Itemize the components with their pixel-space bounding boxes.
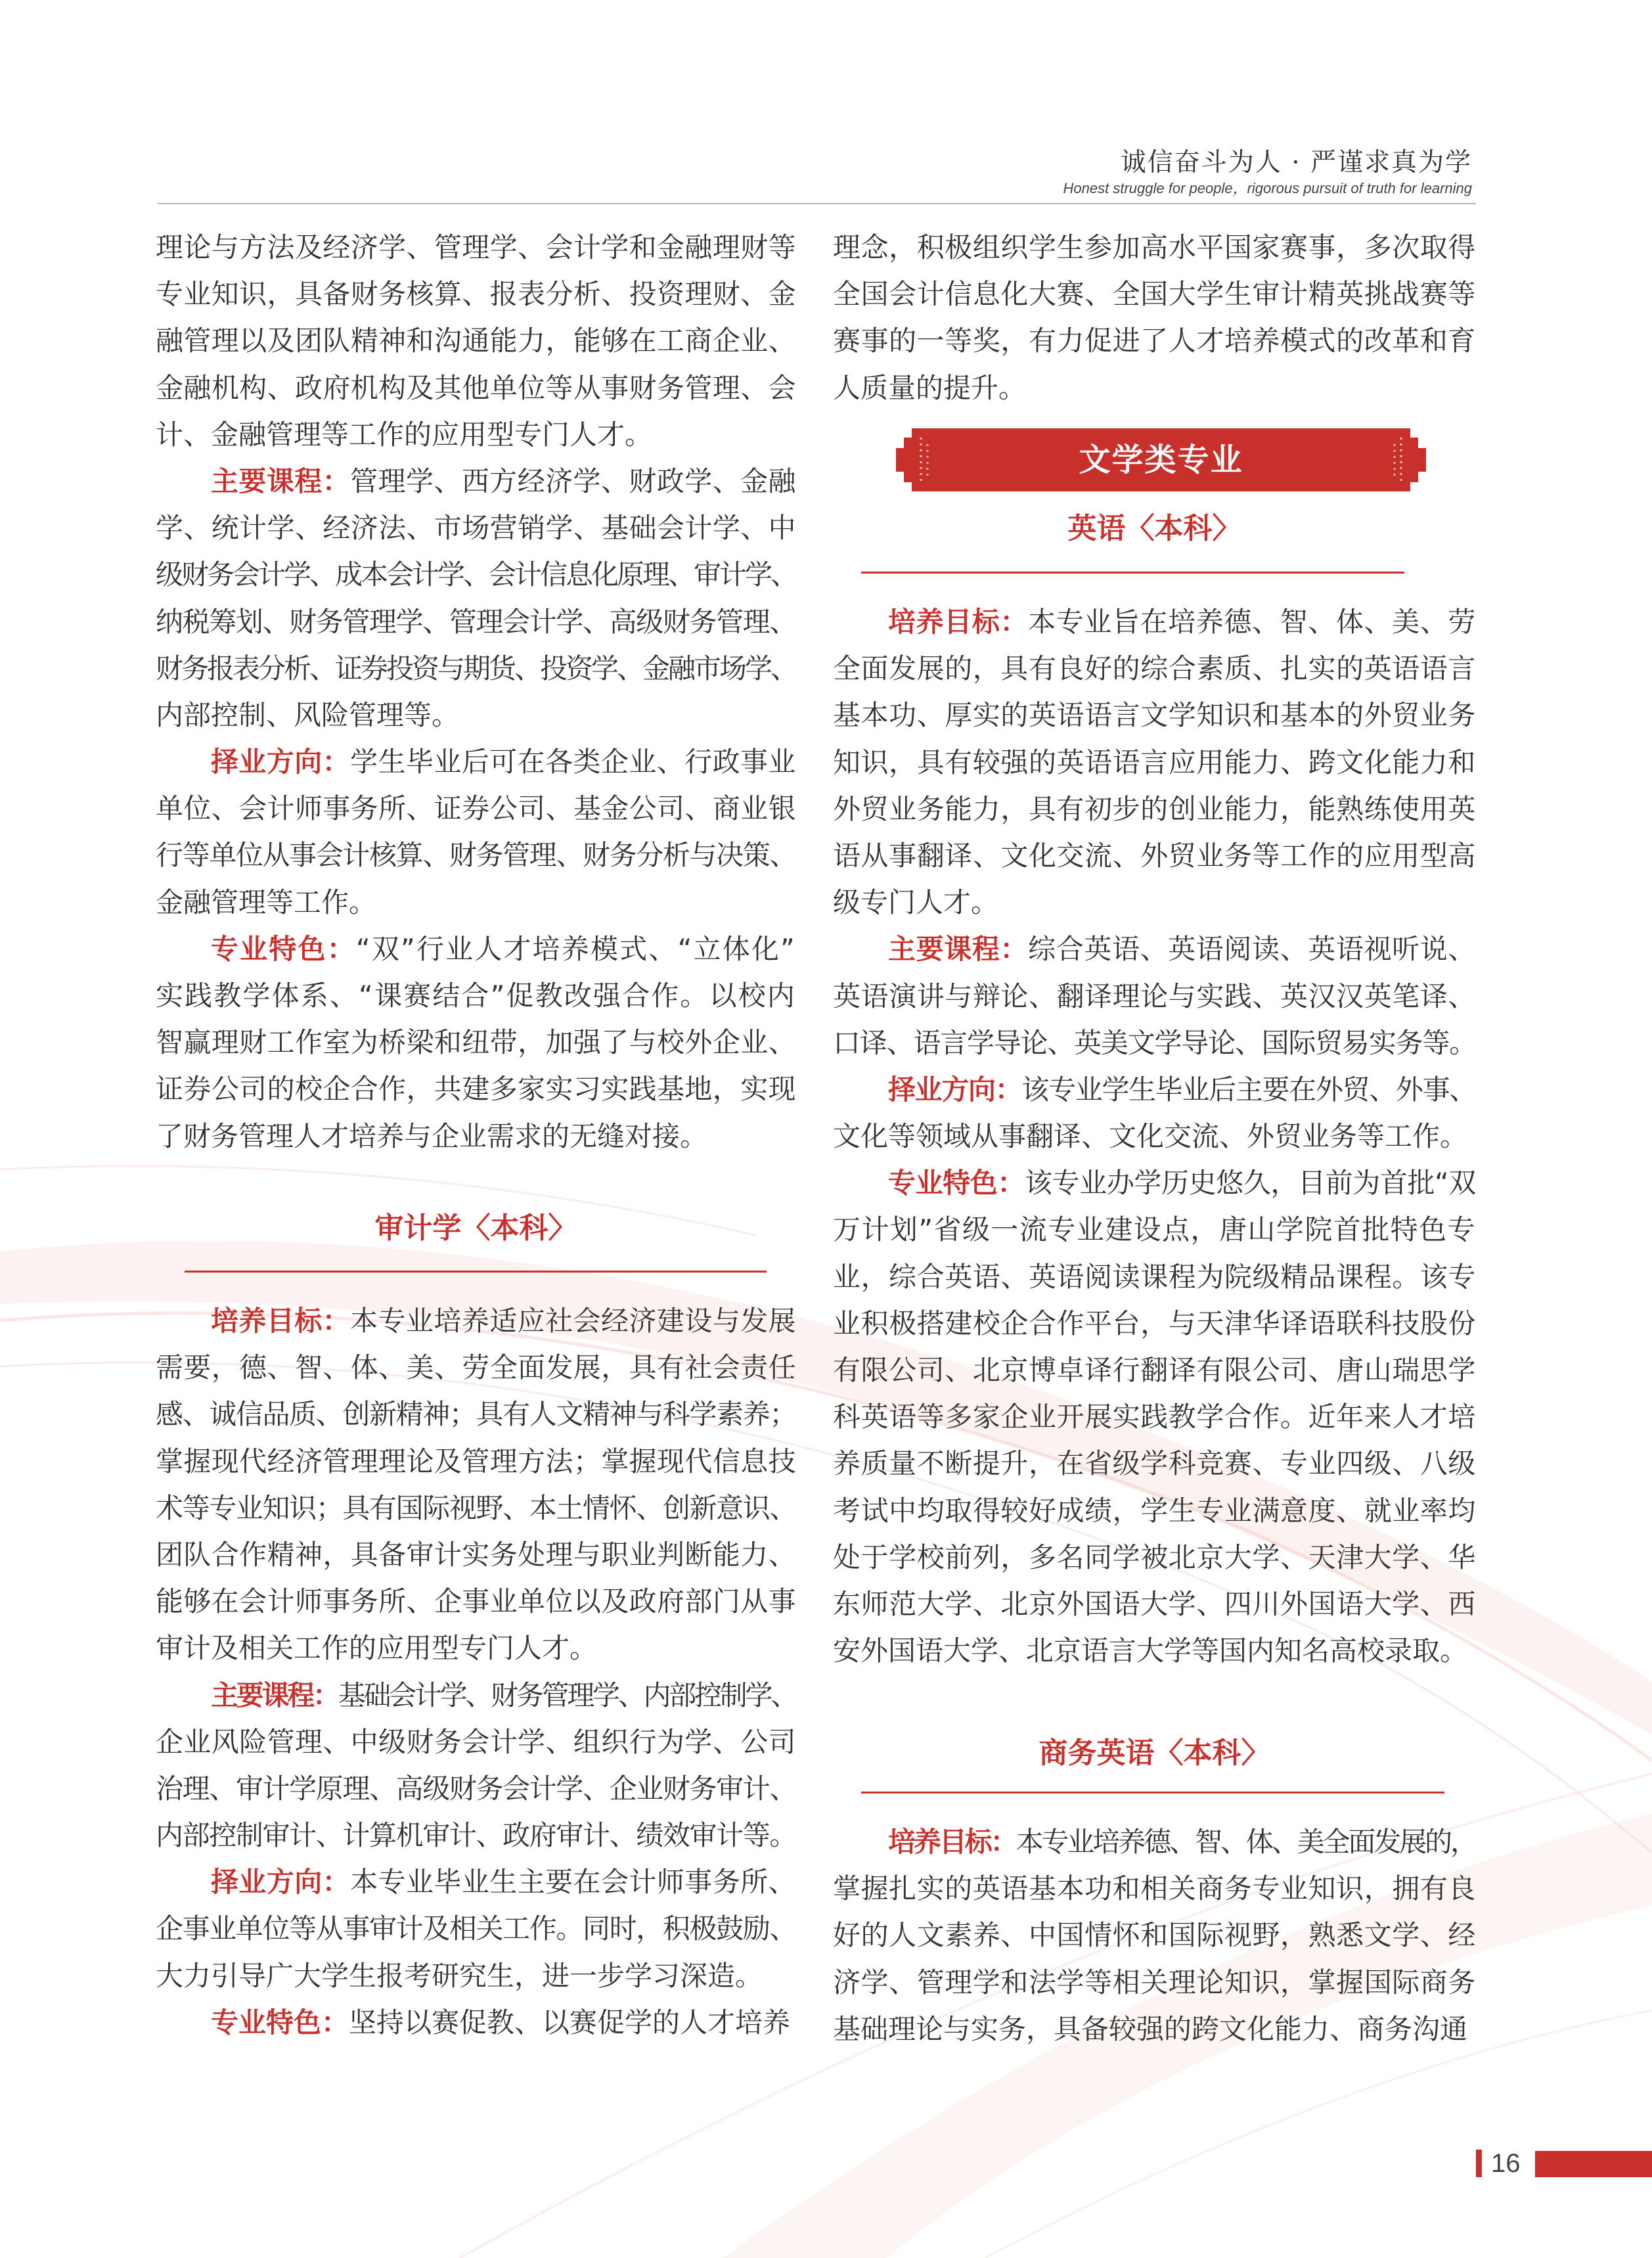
paragraph-label: 专业特色： <box>888 1167 1025 1200</box>
line-text: 术等专业知识；具有国际视野、本土情怀、创新意识、 <box>156 1491 796 1524</box>
line-text: 文化等领域从事翻译、文化交流、外贸业务等工作。 <box>833 1120 1468 1153</box>
body-text-line <box>156 1066 796 1112</box>
line-text: 掌握现代经济管理理论及管理方法；掌握现代信息技 <box>156 1445 796 1478</box>
paragraph <box>833 1160 1476 1674</box>
paragraph <box>833 1818 1476 2052</box>
body-text-line <box>833 1440 1476 1487</box>
line-text: 人质量的提升。 <box>833 371 1027 404</box>
line-text: 英语演讲与辩论、翻译理论与实践、英汉汉英笔译、 <box>833 980 1476 1012</box>
body-text-line <box>156 738 796 785</box>
body-text-line <box>156 1859 796 1905</box>
line-text: 业，综合英语、英语阅读课程为院级精品课程。该专 <box>833 1260 1476 1293</box>
business-english-major-text <box>833 1818 1476 2052</box>
line-text: 基础会计学、财务管理学、内部控制学、 <box>338 1679 796 1711</box>
line-text: 坚持以赛促教、以赛促学的人才培养 <box>349 2006 791 2039</box>
line-text: 理论与方法及经济学、管理学、会计学和金融理财等 <box>156 231 796 263</box>
line-text: 本专业毕业生主要在会计师事务所、 <box>350 1866 796 1899</box>
page-number-marker <box>1476 2150 1482 2177</box>
body-text-line <box>156 598 796 645</box>
line-text: 全国会计信息化大赛、全国大学生审计精英挑战赛等 <box>833 278 1476 311</box>
body-text-line <box>156 926 796 972</box>
english-major-text <box>833 598 1476 1674</box>
line-text: 东师范大学、北京外国语大学、四川外国语大学、西 <box>833 1587 1476 1620</box>
body-text-line <box>833 1487 1476 1534</box>
body-text-line <box>156 458 796 505</box>
body-text-line <box>833 1959 1476 2006</box>
paragraph <box>156 926 796 1160</box>
paragraph <box>156 1672 796 1859</box>
body-text-line <box>156 365 796 411</box>
body-text-line <box>833 645 1476 692</box>
section-heading-underline <box>861 1792 1444 1794</box>
paragraph <box>156 1298 796 1672</box>
line-text: 智赢理财工作室为桥梁和纽带，加强了与校外企业、 <box>156 1026 796 1059</box>
line-text: 企业风险管理、中级财务会计学、组织行为学、公司 <box>156 1725 796 1758</box>
body-text-line <box>833 786 1476 832</box>
body-text-line <box>156 1625 796 1671</box>
body-text-line <box>156 1765 796 1812</box>
header-slogan-english: Honest struggle for people，rigorous pursuit of truth for learning <box>1063 180 1472 196</box>
line-text: 养质量不断提升，在省级学科竞赛、专业四级、八级 <box>833 1447 1476 1480</box>
paragraph <box>156 224 796 458</box>
paragraph <box>833 1066 1476 1160</box>
body-text-line <box>156 785 796 832</box>
line-text: 金融机构、政府机构及其他单位等从事财务管理、会 <box>156 371 796 404</box>
line-text: 大力引导广大学生报考研究生，进一步学习深造。 <box>156 1959 763 1992</box>
body-text-line <box>833 1347 1476 1393</box>
body-text-line <box>833 879 1476 926</box>
body-text-line <box>833 365 1476 411</box>
paragraph-label: 专业特色： <box>211 2006 349 2039</box>
line-text: 综合英语、英语阅读、英语视听说、 <box>1028 933 1476 966</box>
paragraph-label: 培养目标： <box>211 1305 351 1337</box>
body-text-line <box>156 1113 796 1160</box>
audit-major-text <box>156 1298 796 2046</box>
body-text-line <box>833 1020 1476 1066</box>
section-heading-underline <box>861 572 1404 574</box>
body-text-line <box>156 645 796 692</box>
body-text-line <box>833 317 1476 364</box>
line-text: 考试中均取得较好成绩，学生专业满意度、就业率均 <box>833 1494 1476 1527</box>
section-heading-business-english: 商务英语〈本科〉 <box>1038 1736 1270 1770</box>
line-text: 基础理论与实务，具备较强的跨文化能力、商务沟通 <box>833 2012 1468 2045</box>
line-text: 专业知识，具备财务核算、报表分析、投资理财、金 <box>156 278 796 311</box>
line-text: 科英语等多家企业开展实践教学合作。近年来人才培 <box>833 1401 1476 1434</box>
body-text-line <box>156 1905 796 1952</box>
category-banner-title: 文学类专业 <box>1079 441 1243 478</box>
body-text-line <box>833 271 1476 317</box>
line-text: 需要，德、智、体、美、劳全面发展，具有社会责任 <box>156 1351 796 1384</box>
body-text-line <box>156 1344 796 1391</box>
paragraph <box>156 1859 796 1999</box>
page-number: 16 <box>1491 2149 1521 2178</box>
body-text-line <box>833 1066 1476 1113</box>
line-text: 证券公司的校企合作，共建多家实习实践基地，实现 <box>156 1073 796 1106</box>
body-text-line <box>156 224 796 271</box>
body-text-line <box>833 1253 1476 1300</box>
line-text: 本专业培养德、智、体、美全面发展的， <box>1016 1826 1476 1858</box>
line-text: 业积极搭建校企合作平台，与天津华译语联科技股份 <box>833 1307 1476 1340</box>
line-text: 审计及相关工作的应用型专门人才。 <box>156 1632 598 1665</box>
body-text-line <box>156 1578 796 1625</box>
line-text: 好的人文素养、中国情怀和国际视野，熟悉文学、经 <box>833 1919 1476 1952</box>
line-text: 处于学校前列，多名同学被北京大学、天津大学、华 <box>833 1541 1476 1573</box>
line-text: 感、诚信品质、创新精神；具有人文精神与科学素养； <box>156 1398 796 1431</box>
body-text-line <box>833 973 1476 1020</box>
paragraph <box>156 458 796 738</box>
body-text-line <box>833 1393 1476 1440</box>
paragraph-label: 主要课程： <box>888 933 1029 966</box>
body-text-line <box>156 1719 796 1765</box>
paragraph-label: 培养目标： <box>888 606 1029 638</box>
line-text: 语从事翻译、文化交流、外贸业务等工作的应用型高 <box>833 839 1476 872</box>
body-text-line <box>156 1531 796 1578</box>
line-text: 知识，具有较强的英语语言应用能力、跨文化能力和 <box>833 746 1476 779</box>
line-text: 企事业单位等从事审计及相关工作。同时，积极鼓励、 <box>156 1912 796 1945</box>
body-text-line <box>156 551 796 598</box>
body-text-line <box>156 1999 796 2046</box>
body-text-line <box>833 1160 1476 1206</box>
line-text: 学、统计学、经济法、市场营销学、基础会计学、中 <box>156 512 796 545</box>
footer-accent-bar <box>1535 2151 1652 2177</box>
line-text: 金融管理等工作。 <box>156 886 377 918</box>
line-text: 能够在会计师事务所、企事业单位以及政府部门从事 <box>156 1585 796 1618</box>
line-text: 纳税筹划、财务管理学、管理会计学、高级财务管理、 <box>156 605 796 638</box>
line-text: 了财务管理人才培养与企业需求的无缝对接。 <box>156 1119 708 1152</box>
line-text: 口译、语言学导论、英美文学导论、国际贸易实务等。 <box>833 1026 1476 1059</box>
body-text-line <box>156 832 796 878</box>
line-text: 单位、会计师事务所、证券公司、基金公司、商业银 <box>156 792 796 825</box>
line-text: 级专门人才。 <box>833 886 999 919</box>
header-divider <box>158 203 1476 204</box>
paragraph-label: 主要课程： <box>211 464 351 497</box>
section-heading-audit: 审计学〈本科〉 <box>374 1211 577 1245</box>
header-slogan: 诚信奋斗为人 · 严谨求真为学 <box>1120 148 1472 177</box>
body-text-line <box>156 411 796 458</box>
paragraph-label: 培养目标： <box>888 1826 1016 1858</box>
line-text: 理念，积极组织学生参加高水平国家赛事，多次取得 <box>833 231 1476 263</box>
body-text-line <box>156 1019 796 1066</box>
body-text-line <box>833 739 1476 786</box>
line-text: 赛事的一等奖，有力促进了人才培养模式的改革和育 <box>833 325 1476 357</box>
body-text-line <box>833 1300 1476 1347</box>
body-text-line <box>833 1581 1476 1627</box>
line-text: 济学、管理学和法学等相关理论知识，掌握国际商务 <box>833 1966 1476 1998</box>
body-text-line <box>156 1298 796 1344</box>
paragraph-label: 择业方向： <box>211 1866 351 1899</box>
line-text: 安外国语大学、北京语言大学等国内知名高校录取。 <box>833 1635 1468 1667</box>
category-banner <box>896 428 1426 491</box>
body-text-line <box>833 1912 1476 1958</box>
line-text: 掌握扎实的英语基本功和相关商务专业知识，拥有良 <box>833 1872 1476 1905</box>
body-text-line <box>156 1672 796 1719</box>
line-text: 该专业办学历史悠久，目前为首批“双 <box>1025 1167 1476 1200</box>
line-text: 基本功、厚实的英语语言文学知识和基本的外贸业务 <box>833 699 1476 732</box>
body-text-line <box>833 1865 1476 1912</box>
body-text-line <box>833 1818 1476 1865</box>
body-text-line <box>833 832 1476 879</box>
paragraph <box>833 598 1476 926</box>
line-text: 万计划”省级一流专业建设点，唐山学院首批特色专 <box>833 1213 1476 1246</box>
line-text: 级财务会计学、成本会计学、会计信息化原理、审计学、 <box>156 558 796 591</box>
body-text-line <box>156 317 796 364</box>
body-text-line <box>156 1438 796 1485</box>
section-heading-english: 英语〈本科〉 <box>1067 512 1241 545</box>
body-text-line <box>156 505 796 551</box>
line-text: 行等单位从事会计核算、财务管理、财务分析与决策、 <box>156 839 796 872</box>
paragraph <box>156 1999 796 2046</box>
line-text: 该专业学生毕业后主要在外贸、外事、 <box>1021 1073 1476 1106</box>
body-text-line <box>833 1113 1476 1160</box>
body-text-line <box>156 271 796 317</box>
paragraph <box>833 926 1476 1066</box>
section-heading-underline <box>185 1271 767 1273</box>
paragraph-label: 择业方向： <box>211 746 351 779</box>
body-text-line <box>156 879 796 926</box>
line-text: 融管理以及团队精神和沟通能力，能够在工商企业、 <box>156 325 796 357</box>
body-text-line <box>833 1206 1476 1253</box>
body-text-line <box>833 224 1476 271</box>
line-text: 实践教学体系、“课赛结合”促教改强合作。以校内 <box>156 980 796 1012</box>
body-text-line <box>156 972 796 1019</box>
body-text-line <box>833 1627 1476 1674</box>
line-text: 内部控制审计、计算机审计、政府审计、绩效审计等。 <box>156 1819 796 1852</box>
line-text: 全面发展的，具有良好的综合素质、扎实的英语语言 <box>833 652 1476 685</box>
line-text: 治理、审计学原理、高级财务会计学、企业财务审计、 <box>156 1772 796 1805</box>
line-text: 财务报表分析、证券投资与期货、投资学、金融市场学、 <box>156 652 796 685</box>
paragraph <box>156 738 796 926</box>
body-text-line <box>833 926 1476 972</box>
left-column-finance-text <box>156 224 796 1160</box>
line-text: “双”行业人才培养模式、“立体化” <box>355 932 796 965</box>
body-text-line <box>156 692 796 738</box>
body-text-line <box>833 1534 1476 1581</box>
body-text-line <box>833 692 1476 738</box>
line-text: 有限公司、北京博卓译行翻译有限公司、唐山瑞思学 <box>833 1354 1476 1386</box>
line-text: 管理学、西方经济学、财政学、金融 <box>350 464 796 497</box>
line-text: 本专业培养适应社会经济建设与发展 <box>350 1305 796 1337</box>
body-text-line <box>156 1953 796 1999</box>
paragraph-label: 择业方向： <box>888 1073 1022 1106</box>
body-text-line <box>156 1391 796 1437</box>
line-text: 团队合作精神，具备审计实务处理与职业判断能力、 <box>156 1538 796 1571</box>
body-text-line <box>833 598 1476 645</box>
line-text: 学生毕业后可在各类企业、行政事业 <box>350 746 796 779</box>
line-text: 本专业旨在培养德、智、体、美、劳 <box>1028 606 1476 638</box>
right-column-continued-text <box>833 224 1476 411</box>
line-text: 计、金融管理等工作的应用型专门人才。 <box>156 418 653 451</box>
line-text: 外贸业务能力，具有初步的创业能力，能熟练使用英 <box>833 792 1476 825</box>
body-text-line <box>156 1812 796 1859</box>
line-text: 内部控制、风险管理等。 <box>156 698 460 731</box>
paragraph <box>833 224 1476 411</box>
body-text-line <box>156 1485 796 1531</box>
paragraph-label: 专业特色： <box>211 932 356 965</box>
paragraph-label: 主要课程： <box>211 1679 338 1711</box>
body-text-line <box>833 2006 1476 2052</box>
